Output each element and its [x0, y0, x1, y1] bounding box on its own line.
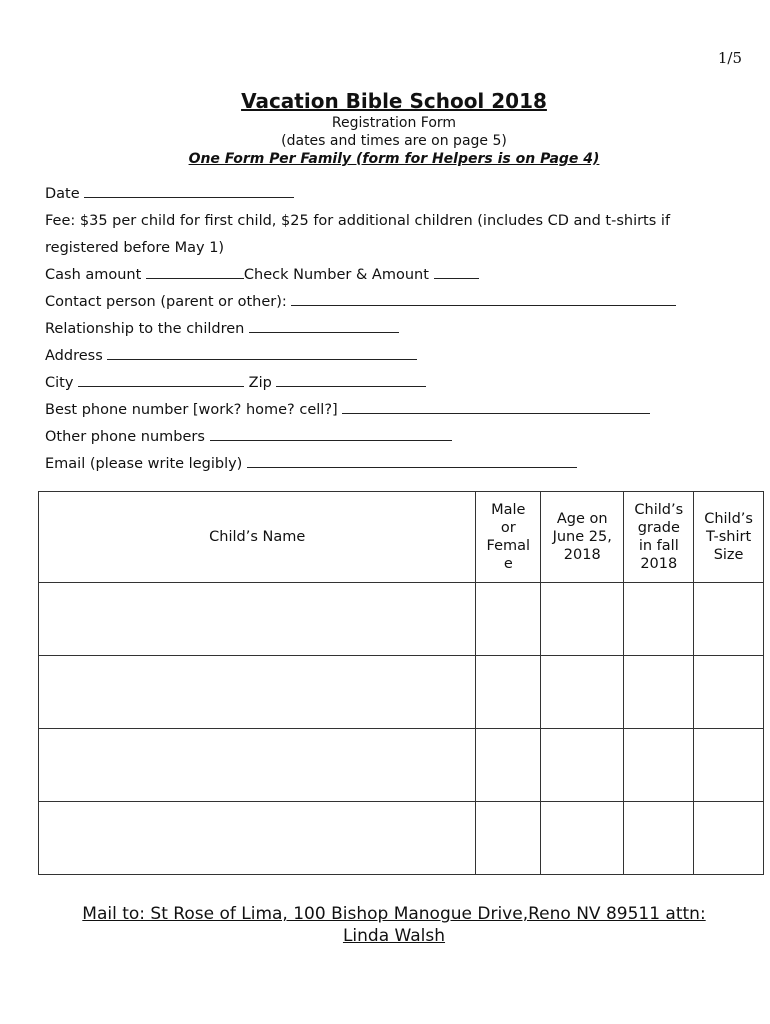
mailing-address-line1: Mail to: St Rose of Lima, 100 Bishop Manogue Drive,Reno NV 89511 attn: — [82, 904, 706, 924]
best-phone-field[interactable] — [342, 398, 650, 414]
header-shirt-l1: Child’s — [704, 511, 753, 527]
address-label: Address — [45, 348, 103, 364]
table-header-row — [39, 492, 764, 583]
payment-row — [45, 262, 745, 289]
page-number: 1/5 — [717, 49, 742, 67]
header-gender-l2: or — [500, 520, 516, 536]
gender-cell[interactable] — [476, 729, 541, 802]
header-age-l1: Age on — [556, 511, 608, 527]
tshirt-size-cell[interactable] — [694, 583, 764, 656]
header-age-l2: June 25, — [552, 529, 612, 545]
table-row — [39, 583, 764, 656]
cash-amount-field[interactable] — [146, 263, 244, 279]
contact-field[interactable] — [291, 290, 676, 306]
mailing-address-line2: Linda Walsh — [342, 926, 446, 946]
fee-text-line2: registered before May 1) — [45, 240, 225, 256]
header-grade-l3: in fall — [638, 538, 679, 554]
page-title: Vacation Bible School 2018 — [241, 89, 547, 113]
header-grade-l1: Child’s — [634, 502, 684, 518]
grade-cell[interactable] — [624, 583, 694, 656]
table-row — [39, 729, 764, 802]
other-phone-row — [45, 424, 745, 451]
zip-field[interactable] — [276, 371, 426, 387]
header-shirt-l3: Size — [713, 547, 744, 563]
header-gender-l4: e — [503, 556, 513, 572]
registration-fields — [45, 181, 745, 478]
other-phone-label: Other phone numbers — [45, 429, 205, 445]
contact-label: Contact person (parent or other): — [45, 294, 287, 310]
gender-cell[interactable] — [476, 656, 541, 729]
children-table — [38, 491, 764, 875]
child-name-cell[interactable] — [39, 729, 476, 802]
date-label: Date — [45, 186, 80, 202]
email-field[interactable] — [247, 452, 577, 468]
relationship-field[interactable] — [249, 317, 399, 333]
best-phone-label: Best phone number [work? home? cell?] — [45, 402, 338, 418]
form-subtitle: Registration Form — [331, 115, 457, 131]
header-tshirt-size — [694, 492, 764, 583]
gender-cell[interactable] — [476, 583, 541, 656]
fee-text-line1: Fee: $35 per child for first child, $25 for additional children (includes CD and t-shirts if — [45, 213, 671, 229]
header-age — [541, 492, 624, 583]
city-label: City — [45, 375, 74, 391]
email-row — [45, 451, 745, 478]
grade-cell[interactable] — [624, 729, 694, 802]
best-phone-row — [45, 397, 745, 424]
address-field[interactable] — [107, 344, 417, 360]
tshirt-size-cell[interactable] — [694, 802, 764, 875]
city-field[interactable] — [78, 371, 244, 387]
relationship-row — [45, 316, 745, 343]
child-name-cell[interactable] — [39, 583, 476, 656]
header-name-text: Child’s Name — [209, 529, 306, 545]
other-phone-field[interactable] — [210, 425, 452, 441]
age-cell[interactable] — [541, 583, 624, 656]
form-header — [0, 88, 770, 169]
header-childs-name — [39, 492, 476, 583]
child-name-cell[interactable] — [39, 656, 476, 729]
grade-cell[interactable] — [624, 656, 694, 729]
header-gender — [476, 492, 541, 583]
age-cell[interactable] — [541, 802, 624, 875]
header-grade — [624, 492, 694, 583]
header-gender-l1: Male — [491, 502, 526, 518]
child-name-cell[interactable] — [39, 802, 476, 875]
header-gender-l3: Femal — [486, 538, 531, 554]
header-grade-l4: 2018 — [640, 556, 678, 572]
check-label: Check Number & Amount — [243, 267, 429, 283]
city-zip-row — [45, 370, 745, 397]
relationship-label: Relationship to the children — [45, 321, 245, 337]
family-note: One Form Per Family (form for Helpers is on Page 4) — [188, 151, 600, 167]
gender-cell[interactable] — [476, 802, 541, 875]
grade-cell[interactable] — [624, 802, 694, 875]
table-row — [39, 802, 764, 875]
check-field[interactable] — [434, 263, 479, 279]
date-row — [45, 181, 745, 208]
date-field[interactable] — [84, 182, 294, 198]
dates-note: (dates and times are on page 5) — [281, 133, 507, 149]
cash-amount-label: Cash amount — [45, 267, 142, 283]
contact-row — [45, 289, 745, 316]
email-label: Email (please write legibly) — [45, 456, 243, 472]
header-shirt-l2: T-shirt — [705, 529, 752, 545]
address-row — [45, 343, 745, 370]
age-cell[interactable] — [541, 656, 624, 729]
zip-label: Zip — [248, 375, 272, 391]
tshirt-size-cell[interactable] — [694, 729, 764, 802]
header-age-l3: 2018 — [563, 547, 601, 563]
tshirt-size-cell[interactable] — [694, 656, 764, 729]
table-row — [39, 656, 764, 729]
header-grade-l2: grade — [637, 520, 680, 536]
mailing-address — [0, 903, 770, 947]
age-cell[interactable] — [541, 729, 624, 802]
